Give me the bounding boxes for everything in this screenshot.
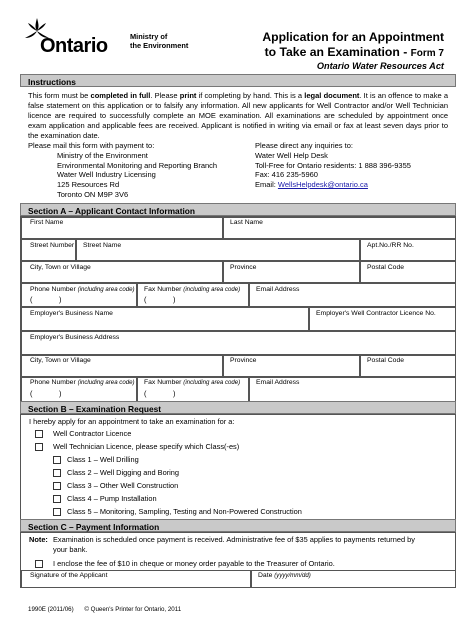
section-b-heading: Section B – Examination Request — [20, 401, 456, 414]
well-contractor-checkbox[interactable] — [35, 430, 43, 438]
inquiry-block: Please direct any inquiries to: Water Well Help Desk Toll-Free for Ontario residents: 1 888 396-9355 Fax: 416 235-5960 Email: WellsHelpdesk@ontario.ca — [255, 141, 411, 189]
helpdesk-email-link[interactable]: WellsHelpdesk@ontario.ca — [277, 180, 368, 189]
instructions-heading: Instructions — [20, 74, 456, 87]
note-text-line2: your bank. — [53, 545, 88, 554]
employer-fax-field[interactable]: Fax Number (including area code) ( ) — [137, 377, 249, 402]
section-b-form: I hereby apply for an appointment to take an examination for a: Well Contractor Licence Well Technician Licence, please specify which Class(-es) Class 1 – Well Drilling Class 2 – Well Digging and Boring Class 3 – Other Well Construction Class 4 – Pump Installation Class 5 – Monitoring, Sampling, Testing and Non-Powered Construction — [20, 414, 456, 520]
copyright-text: © Queen's Printer for Ontario, 2011 — [84, 606, 182, 613]
fax-number-field[interactable]: Fax Number (including area code) ( ) — [137, 283, 249, 307]
section-c-form: Note: Examination is scheduled once payment is received. Administrative fee of $35 applies to payments returned by your bank. I enclose the fee of $10 in cheque or money order payable to the Treasurer of Ontario. Signature of the Applicant Date (yyyy/mm/dd) — [20, 532, 456, 588]
phone-number-field[interactable]: Phone Number (including area code) ( ) — [21, 283, 137, 307]
employer-email-field[interactable]: Email Address — [249, 377, 456, 402]
email-address-field[interactable]: Email Address — [249, 283, 456, 307]
form-footer — [28, 606, 181, 613]
logo-wordmark: Ontario — [40, 35, 108, 57]
employer-name-field[interactable]: Employer's Business Name — [21, 307, 309, 331]
date-field[interactable]: Date (yyyy/mm/dd) — [251, 570, 456, 588]
province-field[interactable]: Province — [223, 261, 360, 283]
apt-number-field[interactable]: Apt.No./RR No. — [360, 239, 456, 261]
note-text-line1: Examination is scheduled once payment is received. Administrative fee of $35 applies to payments returned by — [53, 535, 415, 544]
form-number-label: Form 7 — [410, 47, 444, 59]
exam-request-intro: I hereby apply for an appointment to take an examination for a: — [29, 417, 235, 426]
note-label: Note: — [29, 535, 48, 544]
mail-address-block: Please mail this form with payment to: Ministry of the Environment Environmental Monitoring and Reporting Branch Water Well Industry Licensing 125 Resources Rd Toronto ON M9P 3V6 — [28, 141, 218, 199]
last-name-field[interactable]: Last Name — [223, 217, 456, 239]
ontario-logo — [22, 16, 122, 58]
instructions-paragraph: This form must be completed in full. Please print if completing by hand. This is a legal document. It is an offence to make a false statement on this application or to falsify any information. All new applicants for Well Contractor and/or Well Technician licence are required to successfully complete an MOE examination. All examinations are scheduled by appointment once exam application and applicable fees are received. Applicant is notified in writing via email or fax at least seven days prior to the examination date. — [28, 91, 448, 140]
class-1-checkbox[interactable] — [53, 456, 61, 464]
employer-postal-code-field[interactable]: Postal Code — [360, 355, 456, 377]
ministry-name: Ministry of the Environment — [130, 32, 189, 50]
section-a-form — [20, 216, 456, 402]
postal-code-field[interactable]: Postal Code — [360, 261, 456, 283]
first-name-field[interactable]: First Name — [21, 217, 223, 239]
employer-phone-field[interactable]: Phone Number (including area code) ( ) — [21, 377, 137, 402]
form-code: 1990E (2011/06) — [28, 606, 74, 613]
class-4-checkbox[interactable] — [53, 495, 61, 503]
class-3-checkbox[interactable] — [53, 482, 61, 490]
street-number-field[interactable]: Street Number — [21, 239, 76, 261]
employer-province-field[interactable]: Province — [223, 355, 360, 377]
employer-city-field[interactable]: City, Town or Village — [21, 355, 223, 377]
class-5-checkbox[interactable] — [53, 508, 61, 516]
well-technician-checkbox[interactable] — [35, 443, 43, 451]
section-c-heading: Section C – Payment Information — [20, 519, 456, 532]
enclose-fee-checkbox[interactable] — [35, 560, 43, 568]
form-title: Application for an Appointment to Take an Examination - Form 7 Ontario Water Resources Act — [262, 30, 444, 71]
form-subtitle: Ontario Water Resources Act — [316, 60, 444, 71]
city-field[interactable]: City, Town or Village — [21, 261, 223, 283]
employer-licence-field[interactable]: Employer's Well Contractor Licence No. — [309, 307, 456, 331]
employer-address-field[interactable]: Employer's Business Address — [21, 331, 456, 355]
street-name-field[interactable]: Street Name — [76, 239, 360, 261]
section-a-heading: Section A – Applicant Contact Information — [20, 203, 456, 216]
class-2-checkbox[interactable] — [53, 469, 61, 477]
signature-field[interactable]: Signature of the Applicant — [21, 570, 251, 588]
